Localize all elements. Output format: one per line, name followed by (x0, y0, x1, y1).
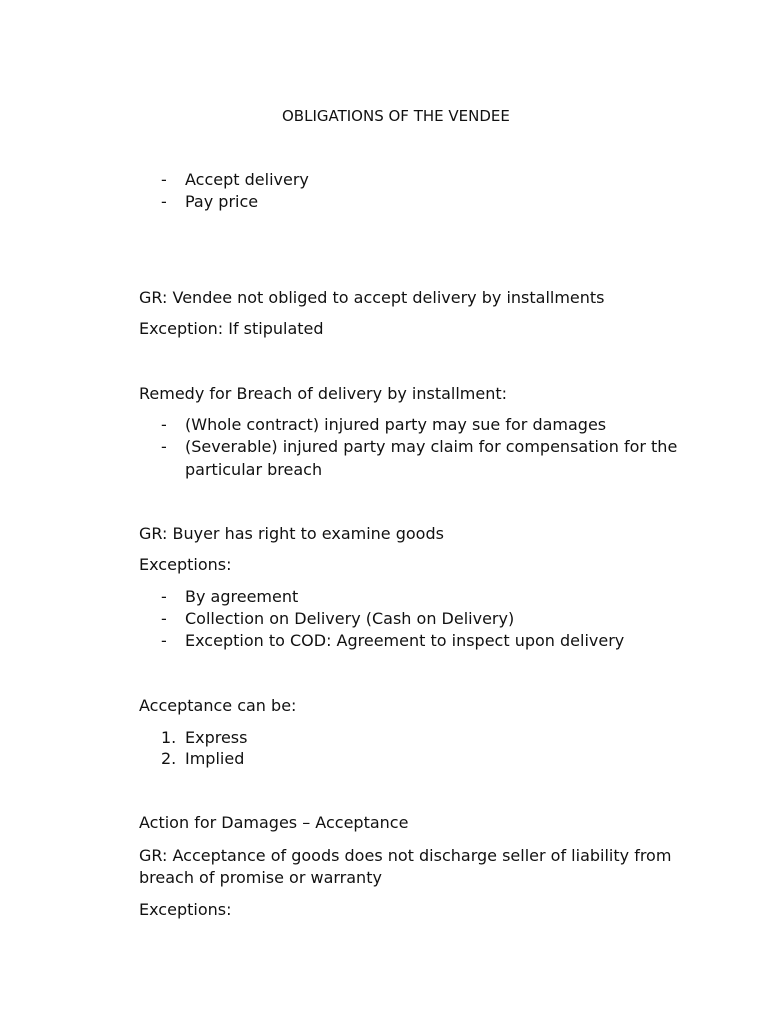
acceptance-heading: Acceptance can be: (139, 696, 297, 715)
list-item: Pay price (185, 192, 259, 211)
list-number: 1. (161, 728, 177, 747)
list-item: Exception to COD: Agreement to inspect upon delivery (185, 631, 625, 650)
list-item: (Whole contract) injured party may sue for damages (185, 415, 607, 434)
bullet-dash: - (161, 192, 167, 211)
list-item: (Severable) injured party may claim for compensation for the (185, 437, 678, 456)
exception-1: Exception: If stipulated (139, 319, 324, 338)
bullet-dash: - (161, 437, 167, 456)
general-rule-3-line1: GR: Acceptance of goods does not discharge seller of liability from (139, 846, 672, 865)
list-number: 2. (161, 749, 177, 768)
general-rule-3-line2: breach of promise or warranty (139, 868, 382, 887)
general-rule-1: GR: Vendee not obliged to accept delivery by installments (139, 288, 605, 307)
bullet-dash: - (161, 587, 167, 606)
list-item: Collection on Delivery (Cash on Delivery) (185, 609, 515, 628)
list-item: Express (185, 728, 248, 747)
exceptions-label-2: Exceptions: (139, 900, 232, 919)
bullet-dash: - (161, 170, 167, 189)
general-rule-2: GR: Buyer has right to examine goods (139, 524, 444, 543)
list-item: By agreement (185, 587, 299, 606)
list-item-continuation: particular breach (185, 460, 323, 479)
remedy-heading: Remedy for Breach of delivery by installment: (139, 384, 508, 403)
list-item: Accept delivery (185, 170, 309, 189)
exceptions-label: Exceptions: (139, 555, 232, 574)
list-item: Implied (185, 749, 245, 768)
bullet-dash: - (161, 609, 167, 628)
bullet-dash: - (161, 415, 167, 434)
page-title: OBLIGATIONS OF THE VENDEE (282, 107, 510, 125)
bullet-dash: - (161, 631, 167, 650)
damages-heading: Action for Damages – Acceptance (139, 813, 409, 832)
